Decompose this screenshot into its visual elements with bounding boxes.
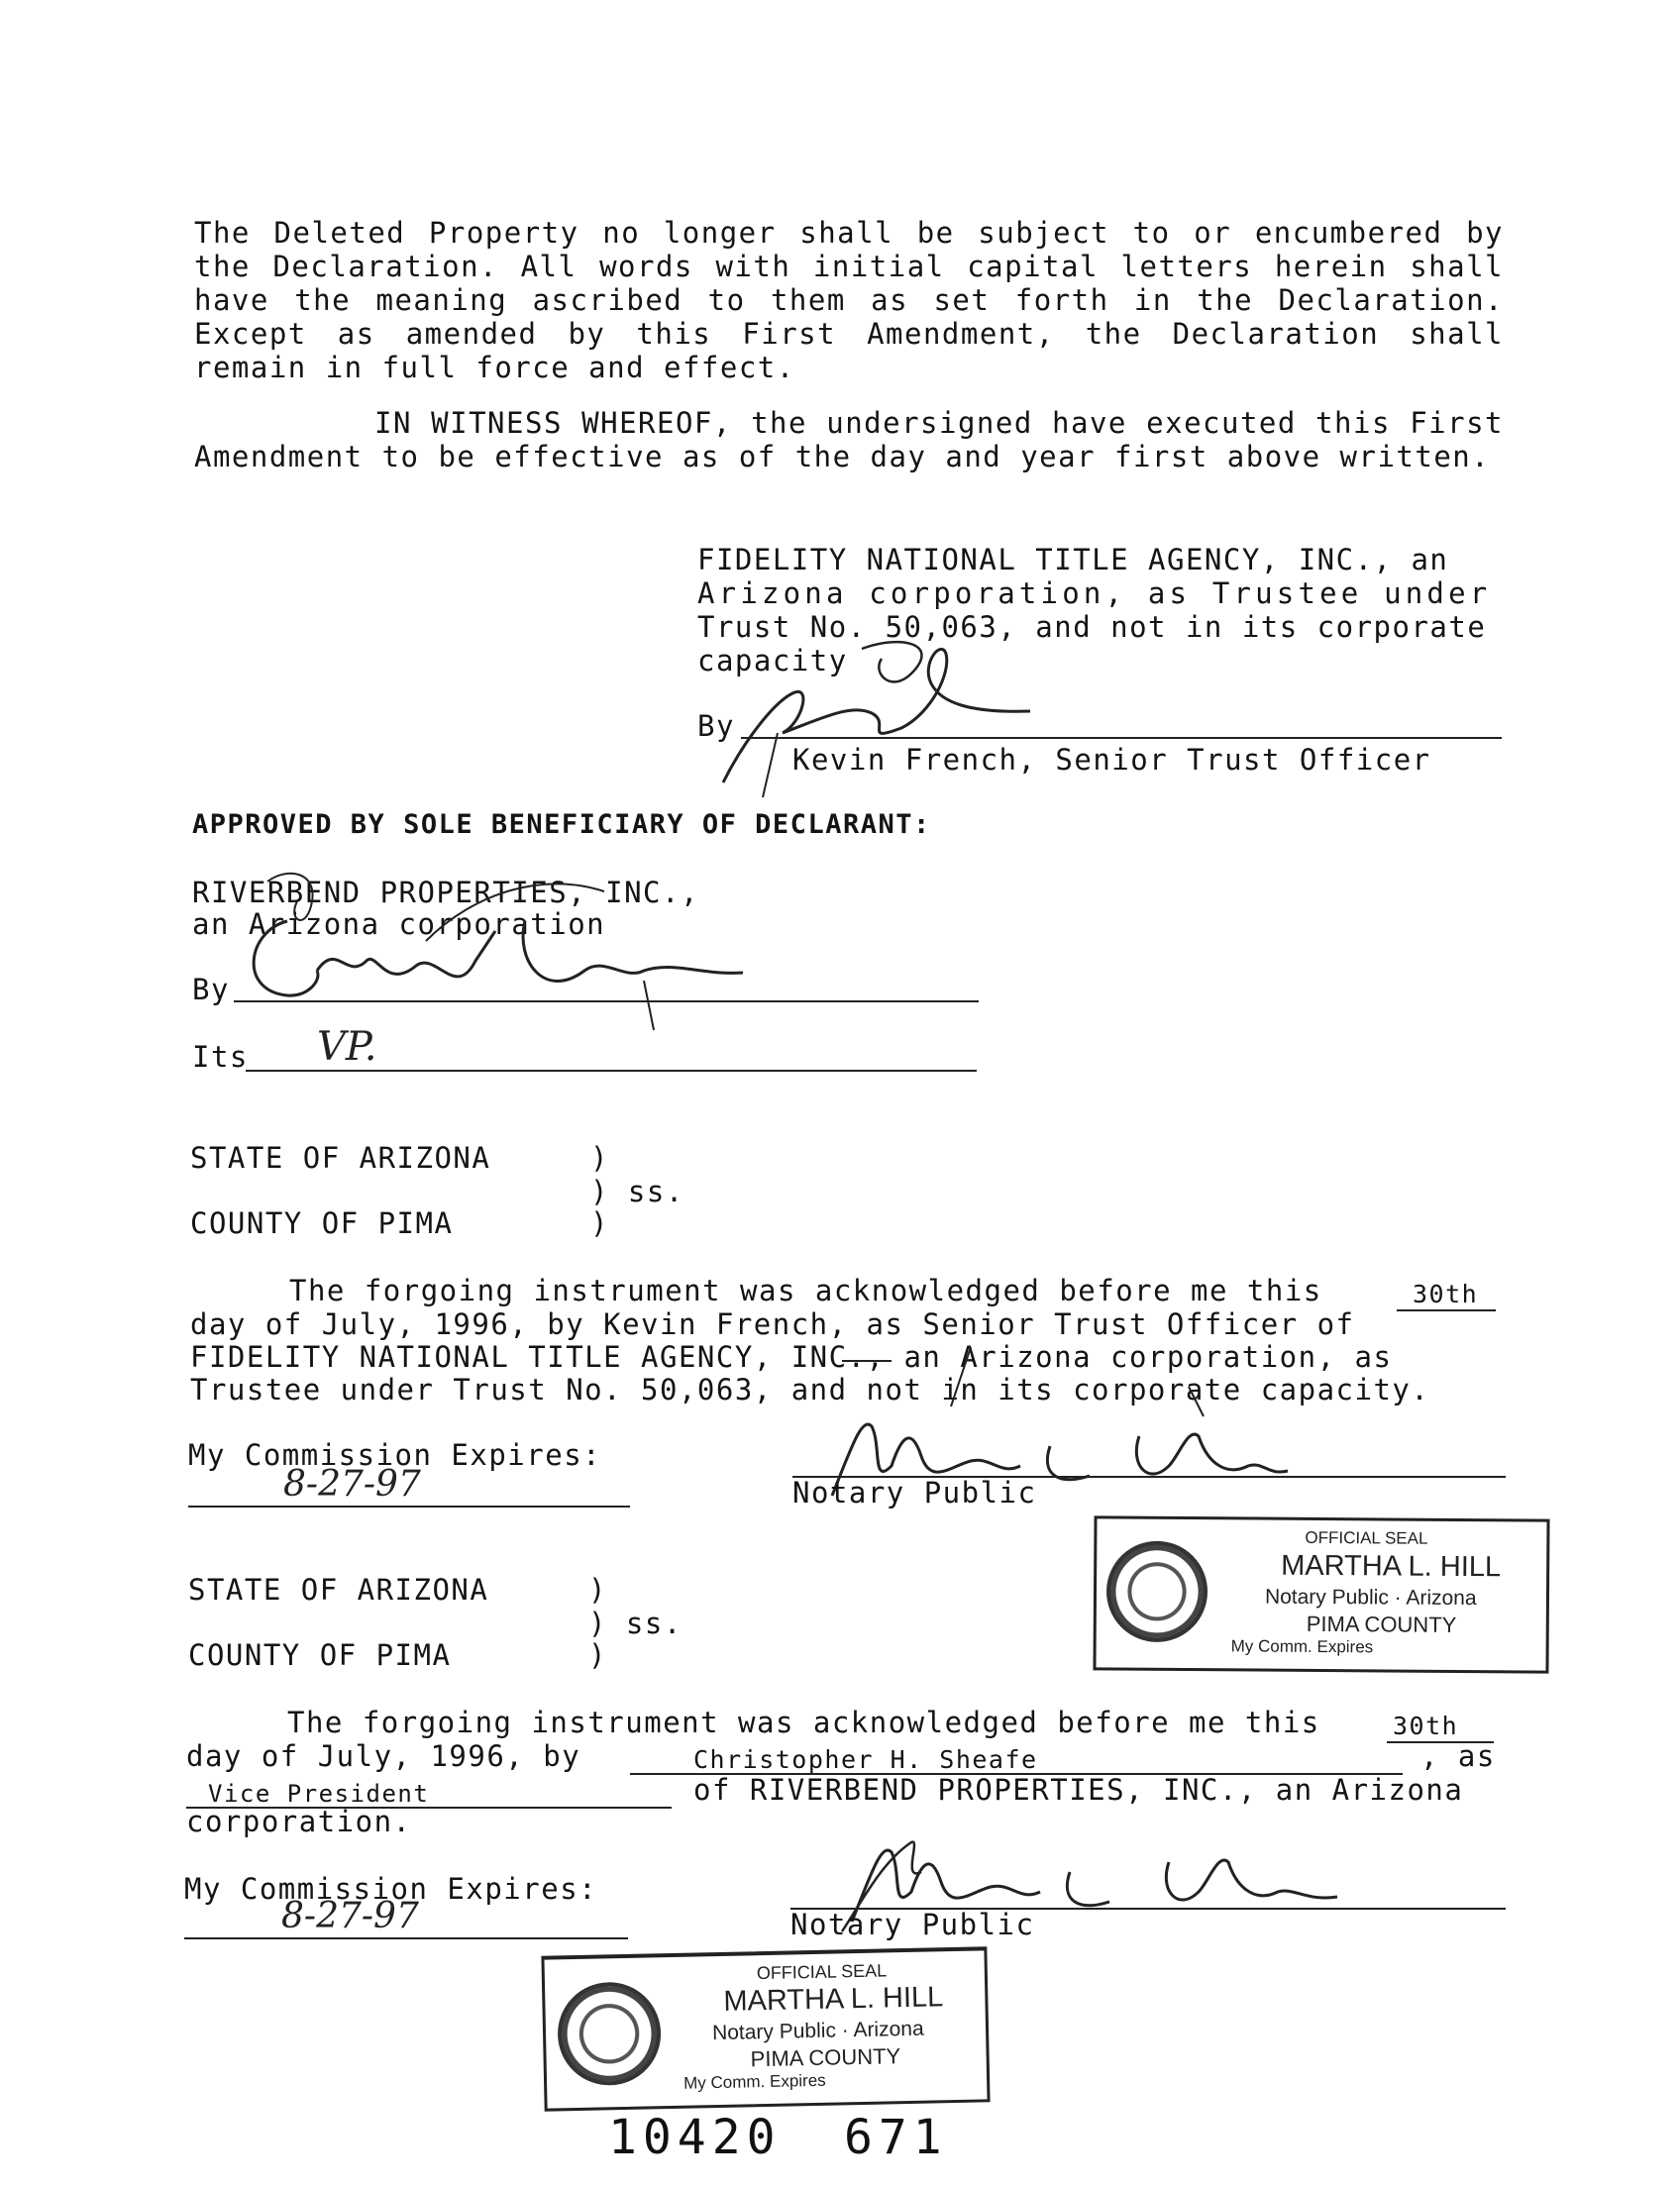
ack1-lead: The forgoing instrument was acknowledged before me this [289,1274,1322,1307]
approval-heading: APPROVED BY SOLE BENEFICIARY OF DECLARANT: [192,809,931,840]
venue2-paren-3: ) [588,1638,607,1672]
notary-seal-emblem-1 [1106,1540,1208,1642]
ack1-commission-line [188,1506,630,1508]
venue2-state: STATE OF ARIZONA [188,1573,489,1607]
ack2-person: Christopher H. Sheafe [693,1745,1038,1774]
ack1-strike-marks [842,1327,1218,1416]
notary-seal-stamp-2 [541,1946,990,2111]
seal1-role: Notary Public · Arizona [1264,1585,1477,1611]
venue2-paren-1: ) [588,1573,607,1607]
seal1-expires: My Comm. Expires [1230,1636,1374,1657]
beneficiary-by-label: By [192,973,230,1006]
beneficiary-its-label: Its [192,1040,249,1074]
venue2-county: COUNTY OF PIMA [188,1638,452,1672]
notary-seal-emblem-2 [557,1981,662,2086]
trustee-line-4: capacity [697,644,848,677]
ack2-line3-tail: of RIVERBEND PROPERTIES, INC., an Arizona [693,1773,1464,1807]
beneficiary-its-line [246,1070,977,1072]
venue1-paren-1: ) [590,1141,609,1175]
trustee-signer: Kevin French, Senior Trust Officer [792,743,1431,777]
ack1-commission-date: 8-27-97 [283,1464,421,1505]
seal2-name: MARTHA L. HILL [723,1981,944,2018]
ack1-commission-label: My Commission Expires: [188,1438,602,1472]
beneficiary-desc: an Arizona corporation [192,907,606,941]
ack1-line-1: day of July, 1996, by Kevin French, as Senior Trust Officer of [190,1307,1355,1341]
witness-paragraph: IN WITNESS WHEREOF, the undersigned have executed this First Amendment to be effective as of the day and year first above written. [194,406,1504,473]
ack2-title: Vice President [208,1780,430,1808]
venue1-ss: ) ss. [590,1175,684,1208]
venue1-paren-3: ) [590,1206,609,1240]
seal2-county: PIMA COUNTY [750,2043,901,2072]
ack1-notary-label: Notary Public [792,1476,1037,1510]
recording-page-number: 671 [844,2110,948,2165]
trustee-line-3: Trust No. 50,063, and not in its corporate [697,610,1487,644]
ack2-notary-label: Notary Public [790,1908,1035,1941]
venue2-ss: ) ss. [588,1607,682,1640]
beneficiary-name: RIVERBEND PROPERTIES, INC., [192,876,699,909]
ack2-day: 30th [1393,1712,1459,1740]
ack2-line2-lead: day of July, 1996, by [186,1739,581,1773]
trustee-line-1: FIDELITY NATIONAL TITLE AGENCY, INC., an [697,543,1449,576]
venue1-state: STATE OF ARIZONA [190,1141,491,1175]
seal2-title: OFFICIAL SEAL [756,1960,888,1984]
trustee-signature [703,634,1060,802]
trustee-line-2: Arizona corporation, as Trustee under [697,576,1492,610]
seal1-name: MARTHA L. HILL [1281,1549,1502,1584]
beneficiary-signature [228,862,783,1040]
seal1-county: PIMA COUNTY [1306,1611,1457,1637]
ack2-commission-label: My Commission Expires: [184,1872,598,1906]
closing-paragraph: The Deleted Property no longer shall be subject to or encumbered by the Declaration. All words with initial capital letters herein shall have the meaning ascribed to them as set forth in the Declaration. Except as amended by this First Amendment, the Declaration shall remain in full force and effect. [194,216,1504,384]
seal2-expires: My Comm. Expires [682,2070,826,2093]
ack1-day-line [1397,1309,1496,1311]
recording-book-number: 10420 [608,2110,782,2165]
seal1-title: OFFICIAL SEAL [1305,1527,1428,1548]
notary-seal-stamp-1 [1093,1515,1549,1673]
ack2-line2-tail: , as [1420,1739,1496,1773]
ack2-commission-line [184,1937,628,1939]
venue1-county: COUNTY OF PIMA [190,1206,454,1240]
seal2-role: Notary Public · Arizona [711,2017,924,2045]
beneficiary-its-value: VP. [317,1024,377,1070]
ack1-line-3: Trustee under Trust No. 50,063, and not in its corporate capacity. [190,1373,1430,1406]
trustee-by-label: By [697,709,735,743]
ack2-commission-date: 8-27-97 [281,1896,419,1936]
ack2-line4: corporation. [186,1805,412,1838]
ack2-lead: The forgoing instrument was acknowledged before me this [287,1706,1320,1739]
ack1-day: 30th [1413,1280,1479,1308]
ack1-line-2: FIDELITY NATIONAL TITLE AGENCY, INC., an Arizona corporation, as [190,1340,1393,1374]
